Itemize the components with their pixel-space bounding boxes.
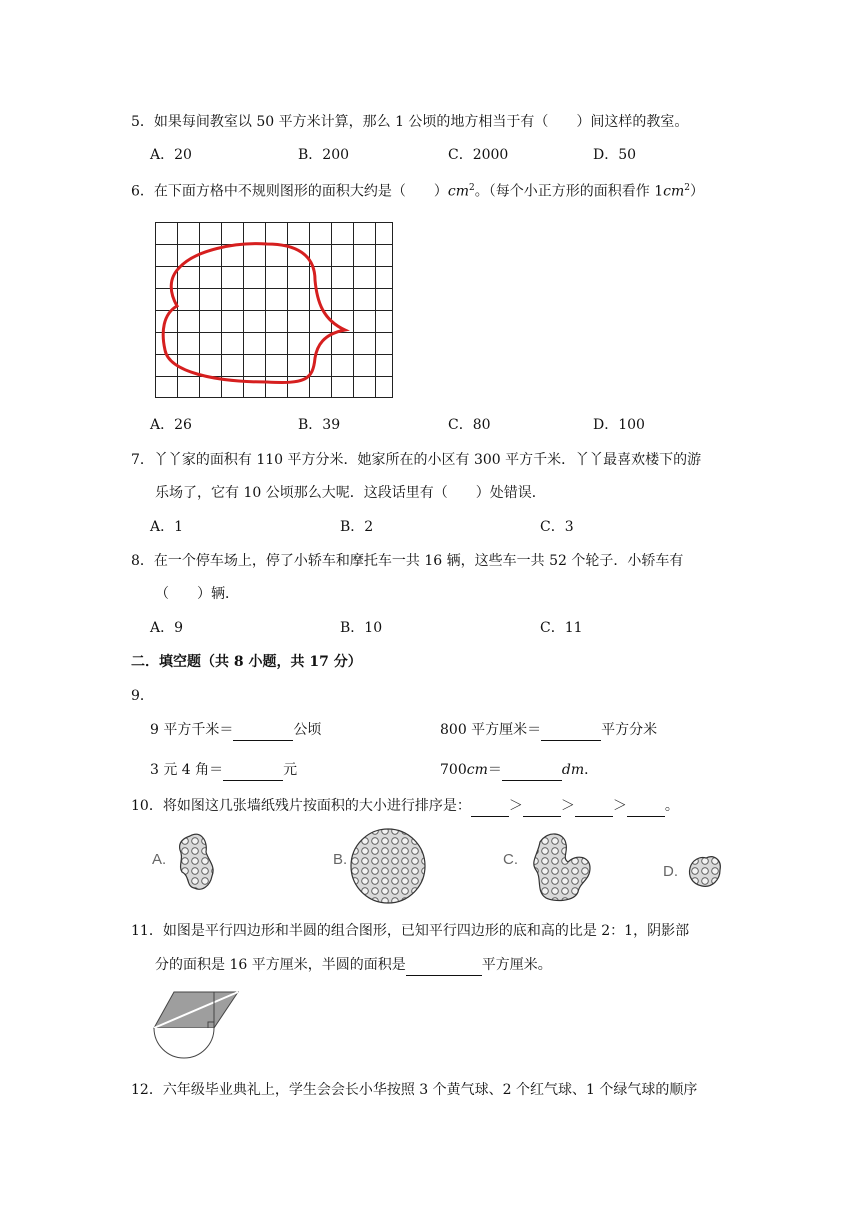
q5-option-d: D．50 (593, 147, 637, 163)
q5-option-b: B．200 (298, 147, 350, 163)
piece-label-b: B. (333, 851, 348, 868)
q8-option-c: C．11 (540, 620, 583, 636)
q7-line1: 7．丫丫家的面积有 110 平方分米．她家所在的小区有 300 平方千米．丫丫最喜欢楼下的游 (131, 452, 702, 468)
q7-option-b: B．2 (340, 519, 374, 535)
q6-grid-figure (155, 222, 393, 400)
q9-item-c: 3 元 4 角＝ 元 (150, 760, 297, 781)
q10-stem: 10．将如图这几张墙纸残片按面积的大小进行排序是： ＞ ＞ ＞ 。 (131, 796, 679, 817)
q5-option-c: C．2000 (448, 147, 509, 163)
piece-c (534, 834, 590, 901)
parallelogram-semicircle-figure (150, 990, 242, 1062)
q12-line1: 12．六年级毕业典礼上，学生会会长小华按照 3 个黄气球、2 个红气球、1 个绿气球的顺序 (131, 1082, 698, 1098)
semicircle (154, 1028, 214, 1058)
q11-line1: 11．如图是平行四边形和半圆的组合图形，已知平行四边形的底和高的比是 2：1，阴影部 (131, 923, 690, 939)
q8-option-b: B．10 (340, 620, 383, 636)
answer-blank[interactable] (627, 796, 665, 817)
q6-option-d: D．100 (593, 417, 645, 433)
answer-blank[interactable] (233, 720, 293, 741)
q9-item-d: 700cm＝ dm． (440, 760, 598, 781)
q5-stem: 5．如果每间教室以 50 平方米计算，那么 1 公顷的地方相当于有（ ）间这样的教室。 (131, 114, 689, 130)
q7-option-c: C．3 (540, 519, 574, 535)
q9-item-a: 9 平方千米＝ 公顷 (150, 720, 321, 741)
section-title: 二．填空题（共 8 小题，共 17 分） (131, 654, 362, 670)
q7-option-a: A．1 (150, 519, 184, 535)
q8-line2: （ ）辆． (155, 586, 239, 602)
q8-line1: 8．在一个停车场上，停了小轿车和摩托车一共 16 辆，这些车一共 52 个轮子．小轿车有 (131, 553, 684, 569)
piece-label-a: A. (152, 851, 167, 868)
wallpaper-pieces-figure (150, 826, 730, 904)
q6-option-a: A．26 (150, 417, 192, 433)
answer-blank[interactable] (406, 955, 482, 976)
answer-blank[interactable] (575, 796, 613, 817)
q5-option-a: A．20 (150, 147, 192, 163)
q6-option-c: C．80 (448, 417, 491, 433)
q8-option-a: A．9 (150, 620, 184, 636)
answer-blank[interactable] (541, 720, 601, 741)
q6-stem: 6．在下面方格中不规则图形的面积大约是（ ）$cm^2$。（每个小正方形的面积看作 $1cm^2$） (131, 183, 704, 200)
answer-blank[interactable] (471, 796, 509, 817)
q9-number: 9． (131, 688, 154, 704)
piece-b (351, 829, 425, 903)
answer-blank[interactable] (223, 760, 283, 781)
piece-label-d: D. (663, 863, 678, 880)
q11-line2: 分的面积是 16 平方厘米，半圆的面积是 平方厘米。 (155, 955, 552, 976)
q6-option-b: B．39 (298, 417, 341, 433)
piece-d (690, 857, 721, 887)
q9-item-b: 800 平方厘米＝ 平方分米 (440, 720, 657, 741)
piece-label-c: C. (503, 851, 518, 868)
piece-a (180, 834, 213, 889)
answer-blank[interactable] (523, 796, 561, 817)
irregular-shape (163, 244, 345, 383)
q7-line2: 乐场了，它有 10 公顷那么大呢．这段话里有（ ）处错误． (155, 485, 546, 501)
answer-blank[interactable] (502, 760, 562, 781)
